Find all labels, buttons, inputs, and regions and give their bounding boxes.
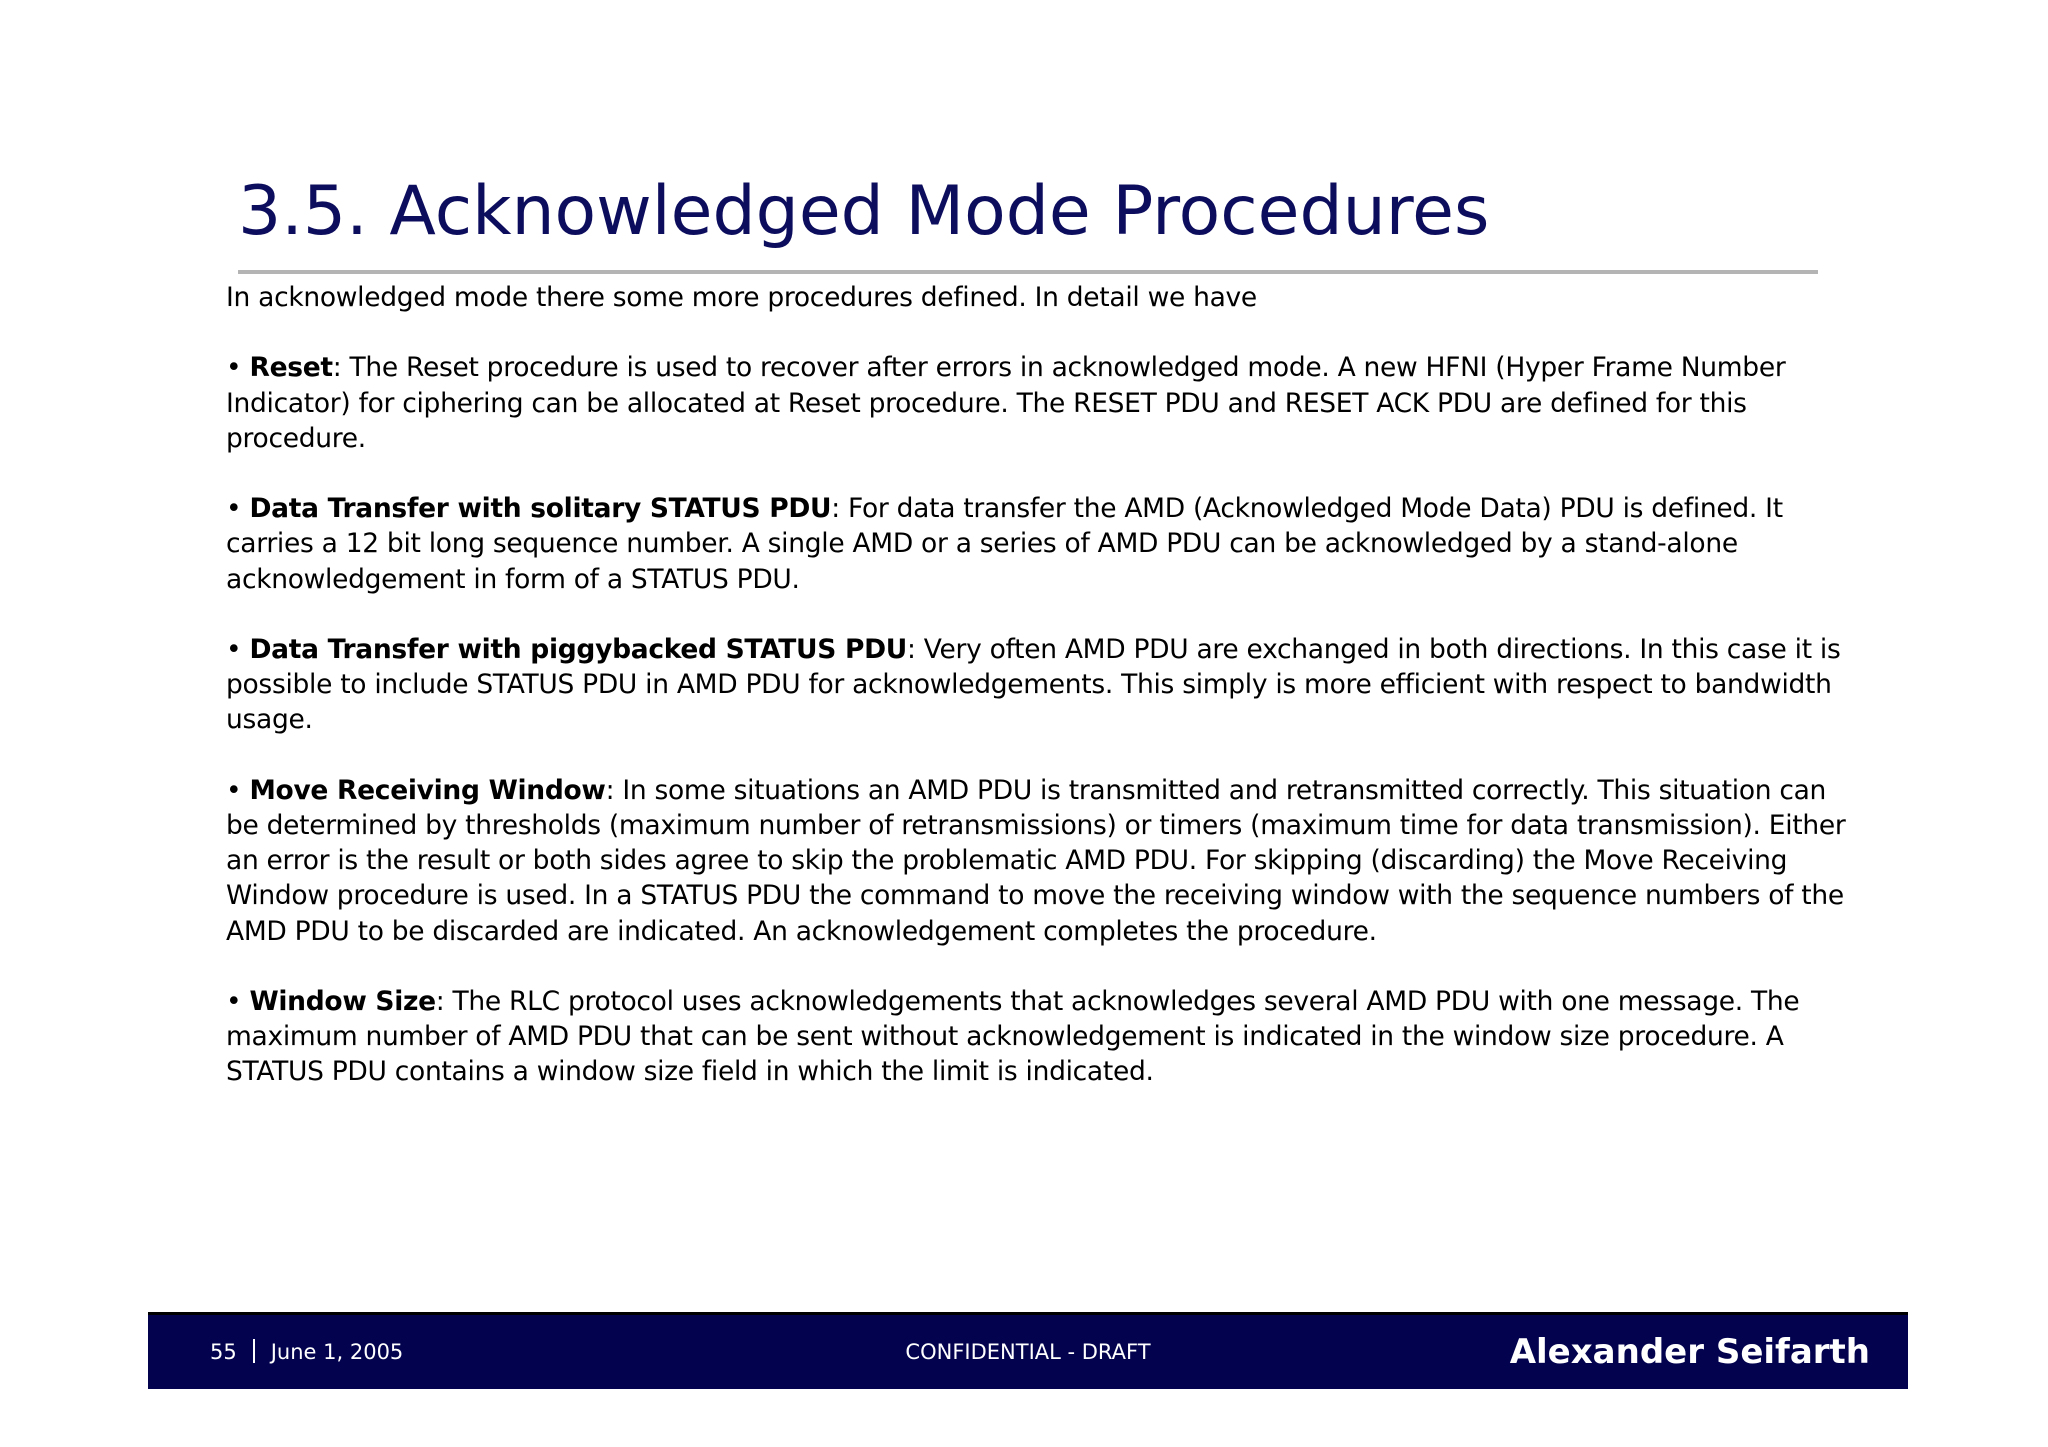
title-divider — [238, 270, 1818, 274]
bullet-marker: • — [226, 774, 242, 806]
slide-body — [226, 280, 1846, 1125]
bullet-term: Window Size — [249, 985, 436, 1017]
bullet-window-size — [226, 984, 1846, 1090]
bullet-text: : In some situations an AMD PDU is transmitted and retransmitted correctly. This situation can be determined by thresholds (maximum number of retransmissions) or timers (maximum time for data transmission). Either an error is the result or both sides agree to skip the problematic AMD PDU. For skipping (discarding) the Move Receiving Window procedure is used. In a STATUS PDU the command to move the receiving window with the sequence numbers of the AMD PDU to be discarded are indicated. An acknowledgement completes the procedure. — [226, 774, 1846, 947]
bullet-text: : The RLC protocol uses acknowledgements that acknowledges several AMD PDU with one message. The maximum number of AMD PDU that can be sent without acknowledgement is indicated in the window size procedure. A STATUS PDU contains a window size field in which the limit is indicated. — [226, 985, 1800, 1088]
bullet-text: : The Reset procedure is used to recover after errors in acknowledged mode. A new HFNI (Hyper Frame Number Indicator) for ciphering can be allocated at Reset procedure. The RESET PDU and RESET ACK PDU are defined for this procedure. — [226, 352, 1786, 454]
bullet-text: : Very often AMD PDU are exchanged in both directions. In this case it is possible to include STATUS PDU in AMD PDU for acknowledgements. This simply is more efficient with respect to bandwidth usage. — [226, 633, 1841, 736]
bullet-reset — [226, 350, 1846, 456]
bullet-marker: • — [226, 633, 242, 665]
bullet-term: Move Receiving Window — [249, 774, 606, 806]
footer-date: June 1, 2005 — [270, 1340, 404, 1364]
bullet-marker: • — [226, 985, 242, 1017]
footer-author: Alexander Seifarth — [1509, 1332, 1870, 1372]
slide-footer — [148, 1312, 1908, 1389]
bullet-data-transfer-solitary — [226, 491, 1846, 597]
slide-title: 3.5. Acknowledged Mode Procedures — [238, 172, 1490, 251]
bullet-text: : For data transfer the AMD (Acknowledged Mode Data) PDU is defined. It carries a 12 bit long sequence number. A single AMD or a series of AMD PDU can be acknowledged by a stand-alone acknowledgement in form of a STATUS PDU. — [226, 493, 1783, 595]
intro-paragraph: In acknowledged mode there some more procedures defined. In detail we have — [226, 282, 1257, 313]
bullet-term: Data Transfer with solitary STATUS PDU — [249, 493, 832, 525]
bullet-term: Reset — [249, 352, 333, 384]
bullet-marker: • — [226, 352, 242, 384]
bullet-data-transfer-piggybacked — [226, 632, 1846, 738]
bullet-marker: • — [226, 493, 242, 525]
footer-classification: CONFIDENTIAL - DRAFT — [905, 1340, 1151, 1364]
page-number: 55 — [210, 1340, 237, 1364]
bullet-move-receiving-window — [226, 773, 1846, 949]
bullet-term: Data Transfer with piggybacked STATUS PDU — [249, 633, 908, 665]
